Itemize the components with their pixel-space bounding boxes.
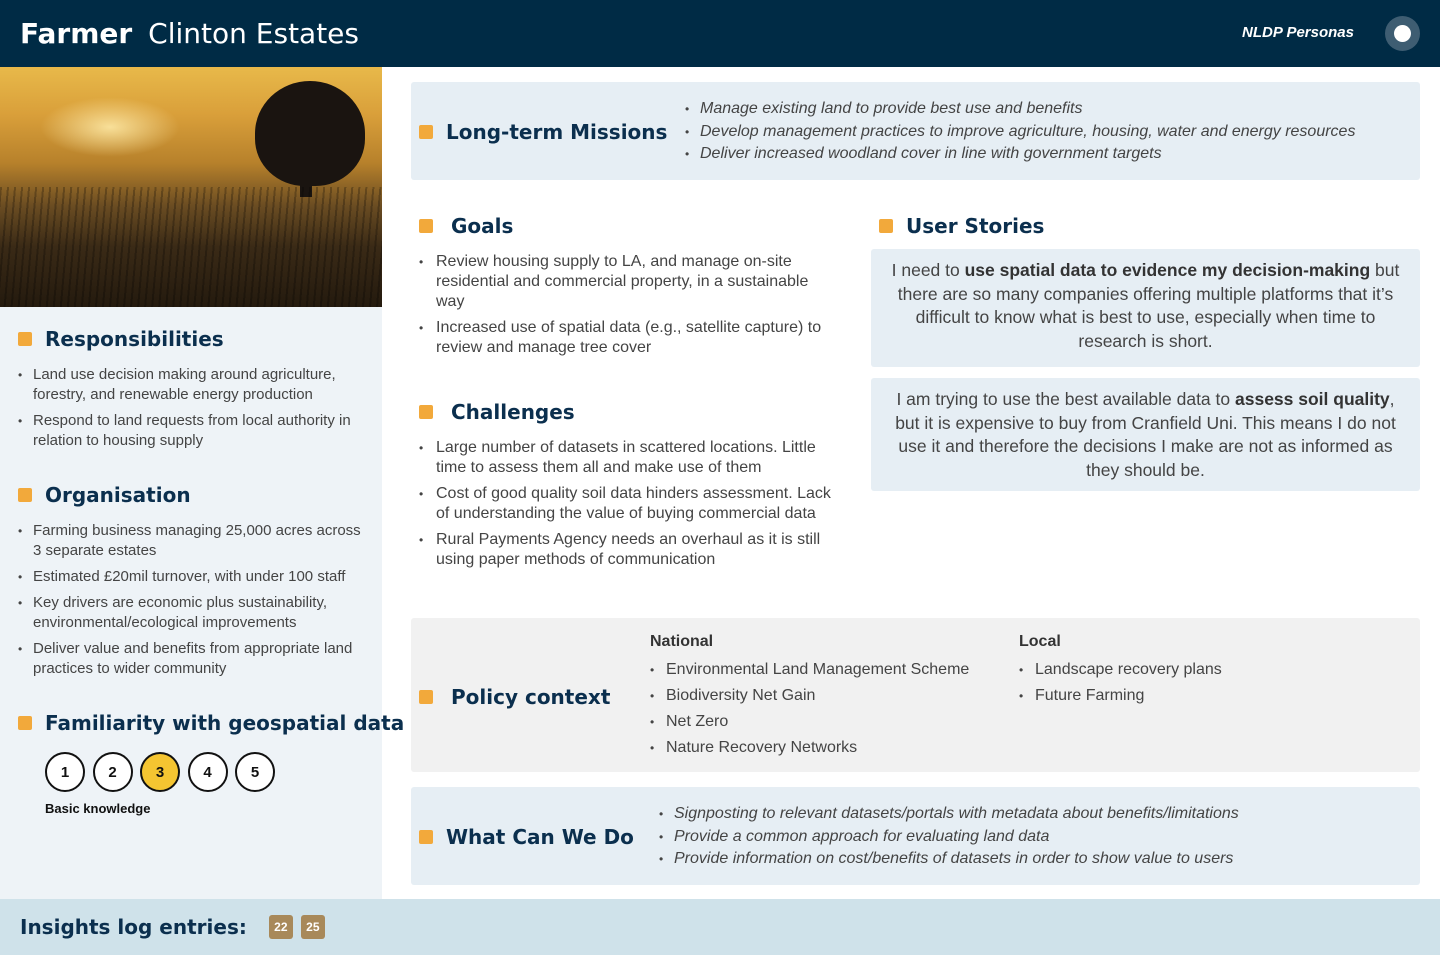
brand-label: NLDP Personas — [1242, 24, 1354, 41]
orange-square-icon — [419, 219, 433, 233]
section-title: Responsibilities — [45, 327, 224, 351]
list-item: • Deliver value and benefits from appropriate land practices to wider community — [18, 639, 370, 679]
list-item: • Deliver increased woodland cover in line with government targets — [685, 143, 1355, 166]
national-title: National — [650, 633, 714, 650]
wheat-field — [0, 187, 382, 307]
level-1: 1 — [45, 752, 85, 792]
list-item: • Environmental Land Management Scheme — [650, 657, 969, 683]
list-item: • Manage existing land to provide best use and benefits — [685, 98, 1355, 121]
user-story-card — [871, 249, 1420, 367]
user-stories-header — [879, 214, 1044, 238]
list-item: • Respond to land requests from local authority in relation to housing supply — [18, 411, 370, 451]
list-item: • Rural Payments Agency needs an overhaul as it is still using paper methods of communication — [419, 530, 834, 570]
level-4: 4 — [188, 752, 228, 792]
list-item: • Biodiversity Net Gain — [650, 683, 969, 709]
goals-list — [419, 252, 834, 358]
orange-square-icon — [18, 332, 32, 346]
user-stories-title: User Stories — [906, 214, 1045, 238]
story-text: I need to — [891, 260, 965, 280]
insight-entry-badge[interactable]: 25 — [301, 915, 325, 939]
orange-square-icon — [419, 125, 433, 139]
orange-square-icon — [18, 716, 32, 730]
level-5: 5 — [235, 752, 275, 792]
insight-entry-badge[interactable]: 22 — [269, 915, 293, 939]
missions-title: Long-term Missions — [446, 120, 668, 144]
story-text: but there are so many companies offering multiple platforms that it’s difficult to know what is best to use, especially when time to research is short. — [897, 260, 1400, 352]
familiarity-section — [18, 711, 404, 735]
list-item: • Farming business managing 25,000 acres across 3 separate estates — [18, 521, 370, 561]
toggle-button[interactable] — [1385, 16, 1420, 51]
persona-role: Farmer — [20, 17, 133, 50]
level-2: 2 — [93, 752, 133, 792]
challenges-section — [419, 400, 834, 576]
policy-local — [1019, 633, 1222, 709]
list-item: • Key drivers are economic plus sustainability, environmental/ecological improvements — [18, 593, 370, 633]
list-item: • Review housing supply to LA, and manage on-site residential and commercial property, in a sustainable way — [419, 252, 834, 312]
section-title: Organisation — [45, 483, 191, 507]
story-text: , but it is expensive to buy from Cranfield Uni. This means I do not use it and therefore the decisions I make are not as informed as they should be. — [895, 389, 1396, 481]
section-title: Familiarity with geospatial data — [45, 711, 405, 735]
top-bar — [0, 0, 1440, 67]
list-item: • Provide information on cost/benefits of datasets in order to show value to users — [659, 848, 1239, 871]
toggle-icon — [1394, 25, 1411, 42]
what-can-we-do-panel — [411, 787, 1420, 885]
list-item: • Land use decision making around agriculture, forestry, and renewable energy production — [18, 365, 370, 405]
insights-label: Insights log entries: — [20, 915, 247, 939]
list-item: • Signposting to relevant datasets/portals with metadata about benefits/limitations — [659, 803, 1239, 826]
list-item: • Nature Recovery Networks — [650, 735, 969, 761]
policy-panel — [411, 618, 1420, 772]
orange-square-icon — [419, 405, 433, 419]
list-item: • Net Zero — [650, 709, 969, 735]
responsibilities-section — [18, 327, 370, 457]
what-can-we-do-title: What Can We Do — [446, 825, 634, 849]
organisation-list — [18, 521, 370, 679]
level-3: 3 — [140, 752, 180, 792]
policy-national — [650, 633, 969, 761]
challenges-title: Challenges — [451, 400, 575, 424]
missions-list — [685, 98, 1355, 166]
orange-square-icon — [419, 830, 433, 844]
policy-title: Policy context — [451, 685, 611, 709]
orange-square-icon — [879, 219, 893, 233]
goals-title: Goals — [451, 214, 514, 238]
what-can-we-do-list — [659, 803, 1239, 871]
persona-name: Clinton Estates — [148, 17, 359, 50]
organisation-section — [18, 483, 370, 685]
list-item: • Cost of good quality soil data hinders assessment. Lack of understanding the value of buying commercial data — [419, 484, 834, 524]
national-list — [650, 657, 969, 761]
orange-square-icon — [419, 690, 433, 704]
list-item: • Estimated £20mil turnover, with under 100 staff — [18, 567, 370, 587]
persona-photo — [0, 67, 382, 307]
local-list — [1019, 657, 1222, 709]
list-item: • Develop management practices to improve agriculture, housing, water and energy resources — [685, 121, 1355, 144]
sunset-glow — [40, 97, 180, 157]
familiarity-scale — [45, 752, 283, 792]
story-text: I am trying to use the best available data to — [896, 389, 1235, 409]
responsibilities-list — [18, 365, 370, 451]
user-story-card — [871, 378, 1420, 491]
list-item: • Increased use of spatial data (e.g., satellite capture) to review and manage tree cover — [419, 318, 834, 358]
goals-section — [419, 214, 834, 364]
list-item: • Provide a common approach for evaluating land data — [659, 826, 1239, 849]
insights-footer — [0, 899, 1440, 955]
list-item: • Large number of datasets in scattered locations. Little time to assess them all and make use of them — [419, 438, 834, 478]
familiarity-label: Basic knowledge — [45, 801, 151, 816]
missions-panel — [411, 82, 1420, 180]
story-highlight: assess soil quality — [1235, 389, 1390, 409]
story-highlight: use spatial data to evidence my decision-making — [964, 260, 1371, 280]
list-item: • Future Farming — [1019, 683, 1222, 709]
challenges-list — [419, 438, 834, 570]
local-title: Local — [1019, 633, 1061, 650]
orange-square-icon — [18, 488, 32, 502]
list-item: • Landscape recovery plans — [1019, 657, 1222, 683]
